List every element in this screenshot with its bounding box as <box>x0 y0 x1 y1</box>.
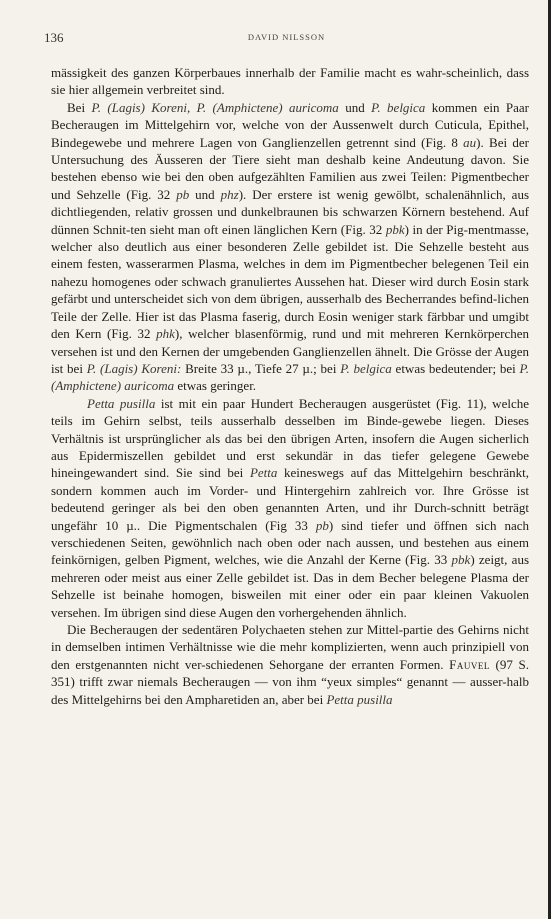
text-run: ) zeigt, aus mehreren oder meist aus einer Zelle gebildet ist. Das in dem Becher belegene Plasma der Sehzelle ist beinahe homogen, bisweilen mit einer oder ein paar kleinen Vakuolen versehen. Im übrigen sind diese Augen den vorhergehenden ähnlich. <box>51 552 530 620</box>
italic-text: Petta pusilla <box>87 395 156 411</box>
italic-text: phk <box>156 326 175 342</box>
running-head: DAVID NILSSON <box>247 32 326 42</box>
text-run: ist mit ein paar Hundert Becheraugen ausgerüstet (Fig. 11), welche teils im Gehirn selbst, teils ausserhalb desselben im Binde-gewebe liegen. Dieses Verhältnis ist ursprünglicher als das bei den übrigen Arten, insofern die Augen sicherlich aus Epidermiszellen gebildet und erst sekundär in das tiefer gelegene Gewebe hineingewandert sind. Sie sind bei <box>51 395 529 481</box>
paragraph <box>51 64 529 99</box>
italic-text: pb <box>176 186 190 202</box>
text-run: Die Becheraugen der sedentären Polychaeten stehen zur Mittel-partie des Gehirns nicht in demselben intimen Verhältnisse wie die mehr komplizierten, wenn auch prinzipiell von den erstgenannten nicht ver-schiedenen Sehorgane der erranten Formen. <box>51 622 529 672</box>
page-header <box>44 30 529 46</box>
text-run: etwas bedeutender; bei <box>391 360 520 376</box>
text-run: ). Bei der Untersuchung des Äusseren der Tiere sieht man deshalb keine Andeutung davon. Sie bestehen ebenso wie bei den oben aufgezählten Familien aus zwei Teilen: Pigmentbecher und Sehzelle (Fig. 32 <box>51 134 529 202</box>
italic-text: pbk <box>451 552 471 568</box>
italic-text: P. (Lagis) Koreni: <box>86 360 182 376</box>
italic-text: au <box>463 134 477 150</box>
text-run: Bei <box>67 99 92 115</box>
text-run: und <box>189 186 221 202</box>
text-run: etwas geringer. <box>174 378 257 394</box>
text-run: und <box>338 99 372 115</box>
text-run: (97 S. 351) trifft zwar niemals Becheraugen — von ihm “yeux simples“ genannt — ausser-halb des Mittelgehirns bei den Ampharetiden an, aber bei <box>51 656 529 707</box>
text-run: ) sind tiefer und öffnen sich nach verschiedenen Seiten, gewöhnlich nach oben oder nach aussen, und bestehen aus einem feinkörnigen, gelben Pigment, welches, wie die Anzahl der Kerne (Fig. 33 <box>51 517 529 568</box>
italic-text: pbk <box>385 221 405 237</box>
text-run: Breite 33 µ., Tiefe 27 µ.; bei <box>181 360 341 376</box>
text-run: ). Der erstere ist wenig gewölbt, schalenähnlich, aus dichtliegenden, relativ grossen und dunkelbraunen bis schwarzen Körnern bestehend. Auf dünnen Schnit-ten sieht man oft einen länglichen Kern (Fig. 32 <box>51 186 529 237</box>
text-run: kommen ein Paar Becheraugen im Mittelgehirn vor, welche von der Aussenwelt durch Cuticula, Epithel, Bindegewebe und mehrere Lagen von Ganglienzellen getrennt sind (Fig. 8 <box>51 99 529 150</box>
italic-text: phz <box>220 186 239 202</box>
italic-text: P. belgica <box>371 99 426 115</box>
italic-text: Petta <box>249 465 278 481</box>
paragraph <box>51 99 529 395</box>
text-run: ) in der Pig-mentmasse, welcher also deutlich aus einer besonderen Zelle gebildet ist. Die Sehzelle besteht aus einem festen, wasserarmen Plasma, welches in dem im Pigmentbecher belegenen Teil ein nahezu homogenes oder schwach granuliertes Aussehen hat. Dieser wird durch Eosin stark gefärbt und unterscheidet sich von dem übrigen, ausserhalb des Becherrandes befind-lichen Teile der Zelle. Hier ist das Plasma faserig, durch Eosin weniger stark färbbar und umgibt den Kern (Fig. 32 <box>51 221 529 342</box>
italic-text: P. belgica <box>340 360 392 376</box>
small-caps-text: Fauvel <box>449 656 490 672</box>
text-run: keineswegs auf das Mittelgehirn beschränkt, sondern kommen auch im Vorder- und Hintergehirn zahlreich vor. Ihre Grösse ist bedeutend geringer als bei den oben genannten Arten, und ihr Durch-schnitt beträgt ungefähr 10 µ.. Die Pigmentschalen (Fig 33 <box>51 465 529 533</box>
paragraph <box>51 395 529 621</box>
body-text <box>51 64 529 708</box>
paragraph <box>51 621 529 708</box>
italic-text: pb <box>315 517 329 533</box>
italic-text: P. (Lagis) Koreni, P. (Amphictene) auricoma <box>91 99 339 115</box>
text-run: ), welcher blasenförmig, rund und mit mehreren Kernkörperchen versehen ist und den Kernen der umgebenden Ganglienzellen ähnelt. Die Grösse der Augen ist bei <box>51 326 529 376</box>
italic-text: P. (Amphictene) auricoma <box>51 360 530 394</box>
page-number: 136 <box>44 30 64 45</box>
text-run: mässigkeit des ganzen Körperbaues innerhalb der Familie macht es wahr-scheinlich, dass sie hier allgemein verbreitet sind. <box>51 65 529 98</box>
italic-text: Petta pusilla <box>326 691 393 707</box>
